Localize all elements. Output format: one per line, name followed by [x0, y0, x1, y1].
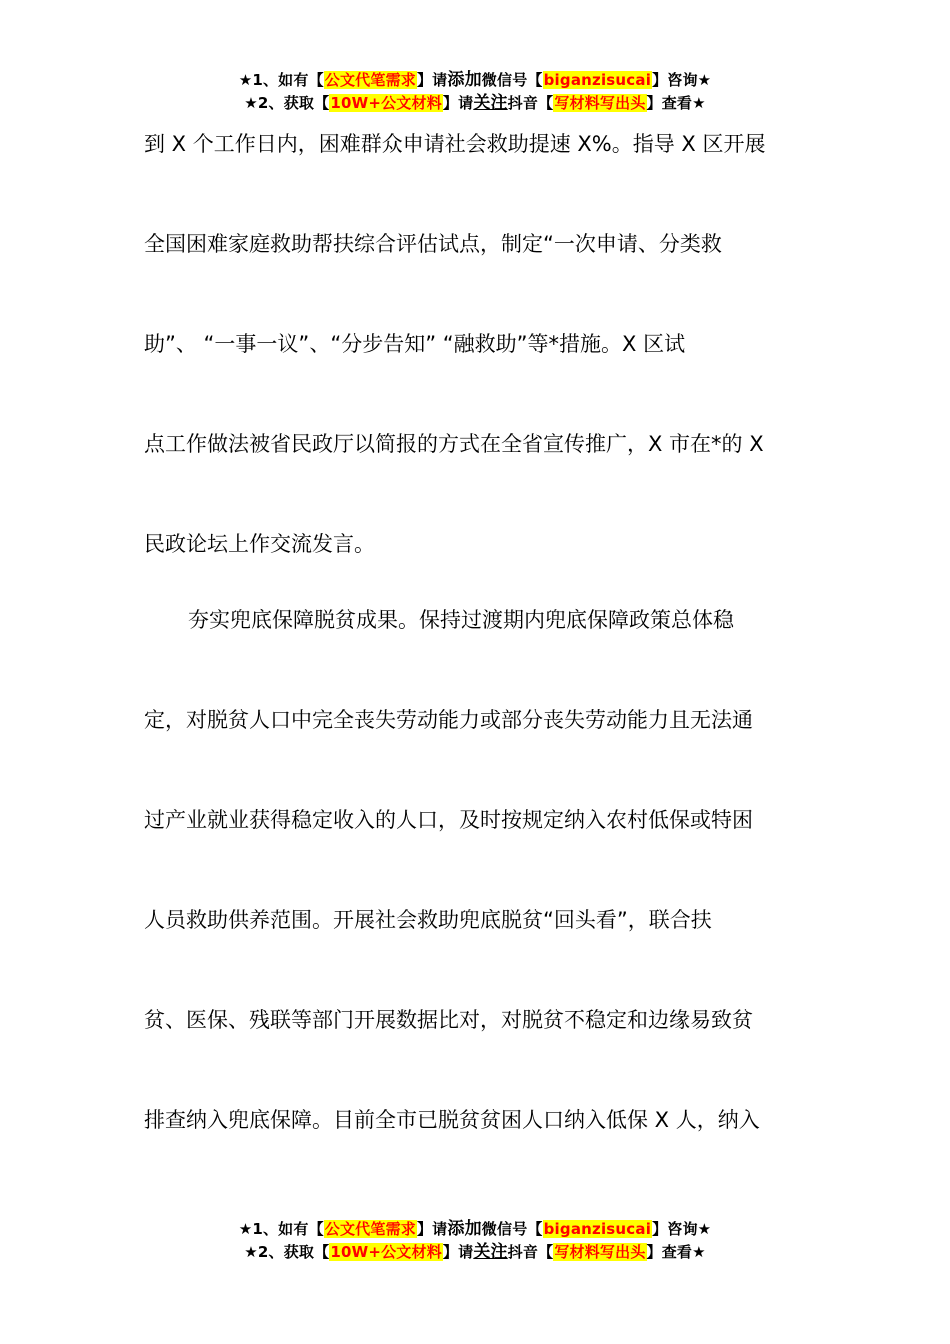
banner-text: 】请 — [416, 71, 448, 89]
banner-text: 】咨询★ — [652, 71, 712, 89]
banner-text: 微信号【 — [481, 71, 543, 89]
text-line: 过产业就业获得稳定收入的人口，及时按规定纳入农村低保或特困 — [144, 808, 753, 832]
banner-emphasis: 添加 — [447, 1219, 482, 1239]
document-body — [144, 124, 804, 1200]
paragraph-start-line: 夯实兜底保障脱贫成果。保持过渡期内兜底保障政策总体稳 — [188, 608, 734, 632]
banner-line-2 — [0, 1241, 950, 1264]
text-line: 点工作做法被省民政厅以简报的方式在全省宣传推广，X 市在*的 X — [144, 432, 764, 456]
text-line: 人员救助供养范围。开展社会救助兜底脱贫“回头看”，联合扶 — [144, 908, 712, 932]
banner-text: 】请 — [442, 94, 474, 112]
text-line: 到 X 个工作日内，困难群众申请社会救助提速 X%。指导 X 区开展 — [144, 132, 766, 156]
highlight-wechat-id: biganzisucai — [543, 71, 652, 89]
banner-text: 】请 — [416, 1220, 448, 1238]
highlight-materials: 10W+公文材料 — [330, 1243, 442, 1261]
banner-text: 抖音【 — [507, 94, 554, 112]
banner-text: 】查看★ — [646, 1243, 706, 1261]
text-line: 助”、 “一事一议”、“分步告知” “融救助”等*措施。X 区试 — [144, 332, 686, 356]
highlight-wechat-id: biganzisucai — [543, 1220, 652, 1238]
highlight-service: 公文代笔需求 — [324, 71, 416, 89]
banner-text: ★1、如有【 — [238, 1220, 324, 1238]
highlight-douyin-account: 写材料写出头 — [554, 94, 646, 112]
text-line: 全国困难家庭救助帮扶综合评估试点，制定“一次申请、分类救 — [144, 232, 722, 256]
banner-text: 】请 — [442, 1243, 474, 1261]
banner-text: 】咨询★ — [652, 1220, 712, 1238]
banner-emphasis: 添加 — [447, 70, 482, 90]
highlight-douyin-account: 写材料写出头 — [554, 1243, 646, 1261]
banner-text: 抖音【 — [507, 1243, 554, 1261]
highlight-materials: 10W+公文材料 — [330, 94, 442, 112]
banner-emphasis: 关注 — [473, 93, 508, 113]
text-line: 贫、医保、残联等部门开展数据比对，对脱贫不稳定和边缘易致贫 — [144, 1008, 753, 1032]
text-line: 定，对脱贫人口中完全丧失劳动能力或部分丧失劳动能力且无法通 — [144, 708, 753, 732]
header-banner — [0, 69, 950, 115]
highlight-service: 公文代笔需求 — [324, 1220, 416, 1238]
banner-text: ★1、如有【 — [238, 71, 324, 89]
banner-text: 】查看★ — [646, 94, 706, 112]
banner-text: ★2、获取【 — [244, 94, 330, 112]
text-line: 民政论坛上作交流发言。 — [144, 532, 375, 556]
footer-banner — [0, 1218, 950, 1264]
banner-emphasis: 关注 — [473, 1242, 508, 1262]
banner-text: ★2、获取【 — [244, 1243, 330, 1261]
banner-line-1 — [0, 1218, 950, 1241]
banner-line-2 — [0, 92, 950, 115]
banner-line-1 — [0, 69, 950, 92]
banner-text: 微信号【 — [481, 1220, 543, 1238]
text-line: 排查纳入兜底保障。目前全市已脱贫贫困人口纳入低保 X 人，纳入 — [144, 1108, 760, 1132]
